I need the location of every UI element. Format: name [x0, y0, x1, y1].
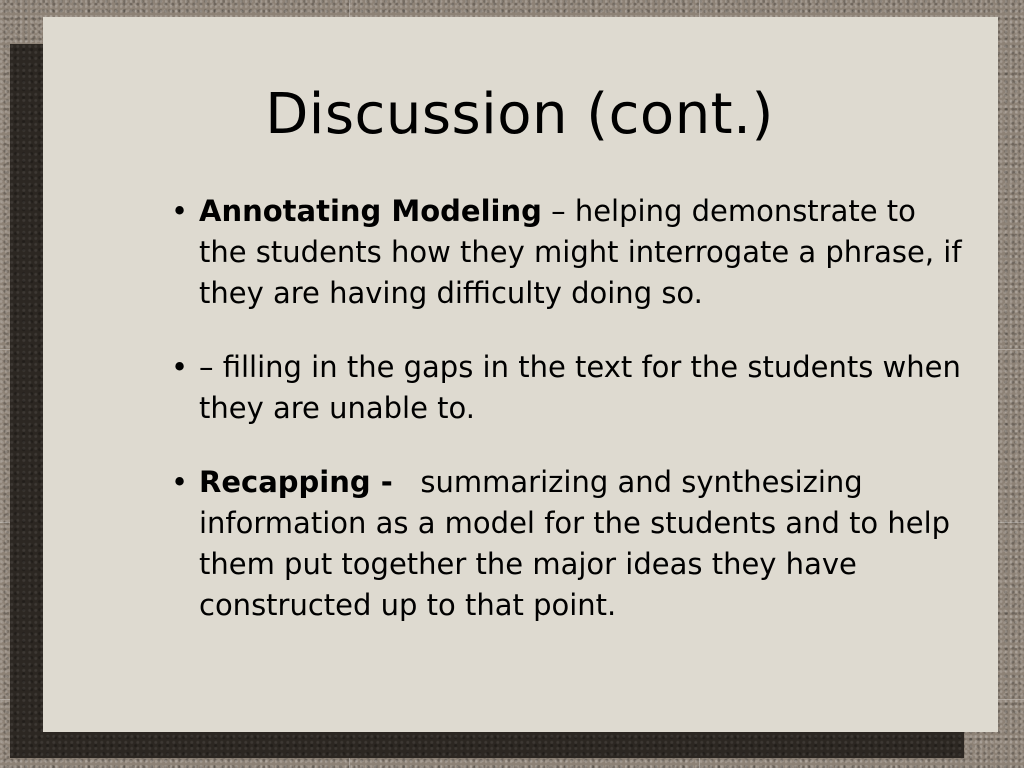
bullet-filling-gaps: [169, 347, 969, 429]
bullet-dot-icon: •: [171, 465, 189, 499]
bullet-text: – helping demonstrate to the students how they might interrogate a phrase, if they are having difficulty doing so.: [199, 194, 962, 310]
bullet-dot-icon: •: [171, 194, 189, 228]
slide-panel: [43, 17, 998, 732]
bullet-text: summarizing and synthesizing information as a model for the students and to help them put together the major ideas they have constructed up to that point.: [199, 465, 960, 622]
bullet-term: Recapping -: [199, 465, 393, 499]
bullet-dot-icon: •: [171, 350, 189, 384]
bullet-list: [169, 191, 969, 659]
bullet-annotating-modeling: [169, 191, 969, 314]
bullet-term: Annotating Modeling: [199, 194, 542, 228]
slide-title: Discussion (cont.): [265, 82, 774, 147]
bullet-text: – filling in the gaps in the text for the students when they are unable to.: [199, 350, 961, 425]
bullet-recapping: [169, 462, 969, 626]
